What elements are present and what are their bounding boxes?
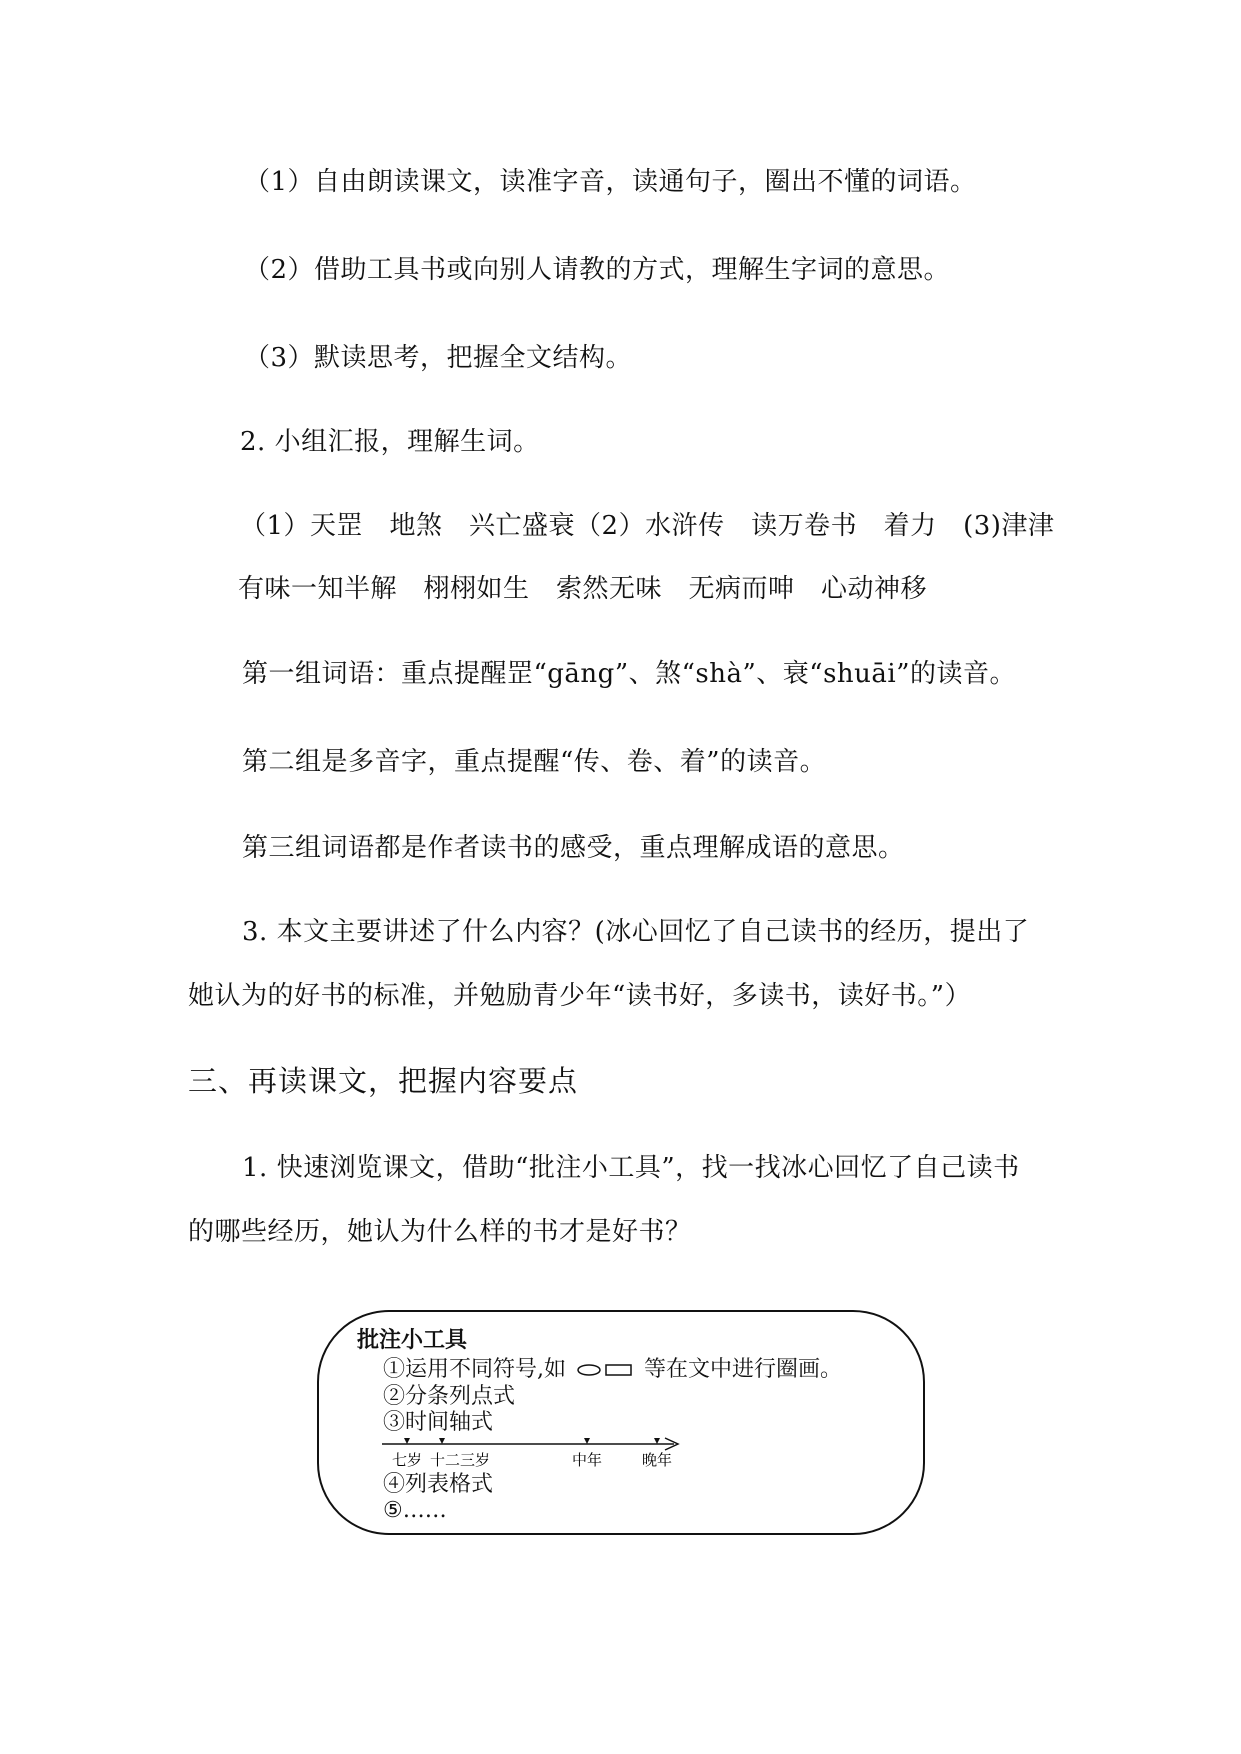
group1-note: 第一组词语：重点提醒罡“gāng”、煞“shà”、衰“shuāi”的读音。 [242, 659, 1017, 689]
main-content-question-line2: 她认为的好书的标准，并勉励青少年“读书好，多读书，读好书。”） [188, 981, 972, 1011]
annotation-toolbox [317, 1310, 925, 1535]
task-browse-line2: 的哪些经历，她认为什么样的书才是好书？ [188, 1217, 692, 1247]
timeline-label-old-age: 晚年 [641, 1451, 673, 1469]
step-silent-reading: （3）默读思考，把握全文结构。 [244, 343, 633, 373]
ellipse-rect-icon [577, 1363, 633, 1377]
timeline-tick-4 [654, 1438, 660, 1444]
symbols-suffix: 等在文中进行圈画。 [644, 1357, 843, 1382]
toolbox-title: 批注小工具 [357, 1328, 468, 1353]
timeline-label-age12: 十二三岁 [429, 1451, 491, 1469]
group-report: 2. 小组汇报，理解生词。 [240, 427, 540, 457]
timeline-label-age7: 七岁 [391, 1451, 423, 1469]
timeline-tick-1 [404, 1438, 410, 1444]
group2-note: 第二组是多音字，重点提醒“传、卷、着”的读音。 [242, 747, 827, 777]
toolbox-item-list: ②分条列点式 [383, 1384, 516, 1409]
timeline-tick-3 [584, 1438, 590, 1444]
symbols-prefix: ①运用不同符号,如 [383, 1357, 566, 1382]
timeline-label-middle-age: 中年 [571, 1451, 603, 1469]
vocab-list-line1: （1）天罡 地煞 兴亡盛衰（2）水浒传 读万卷书 着力 (3)津津 [240, 511, 1055, 541]
group3-note: 第三组词语都是作者读书的感受，重点理解成语的意思。 [242, 833, 905, 863]
toolbox-item-table: ④列表格式 [383, 1472, 494, 1497]
task-browse-line1: 1. 快速浏览课文，借助“批注小工具”，找一找冰心回忆了自己读书 [242, 1153, 1020, 1183]
toolbox-item-symbols [383, 1357, 842, 1383]
toolbox-item-more: ⑤…… [383, 1498, 447, 1523]
toolbox-item-timeline: ③时间轴式 [383, 1410, 494, 1435]
vocab-list-line2: 有味一知半解 栩栩如生 索然无味 无病而呻 心动神移 [238, 574, 928, 604]
timeline-tick-2 [439, 1438, 445, 1444]
step-reference-tools: （2）借助工具书或向别人请教的方式，理解生字词的意思。 [244, 255, 951, 285]
step-read-aloud: （1）自由朗读课文，读准字音，读通句子，圈出不懂的词语。 [244, 167, 977, 197]
main-content-question-line1: 3. 本文主要讲述了什么内容？(冰心回忆了自己读书的经历，提出了 [242, 917, 1030, 947]
section-heading: 三、再读课文，把握内容要点 [188, 1064, 579, 1098]
